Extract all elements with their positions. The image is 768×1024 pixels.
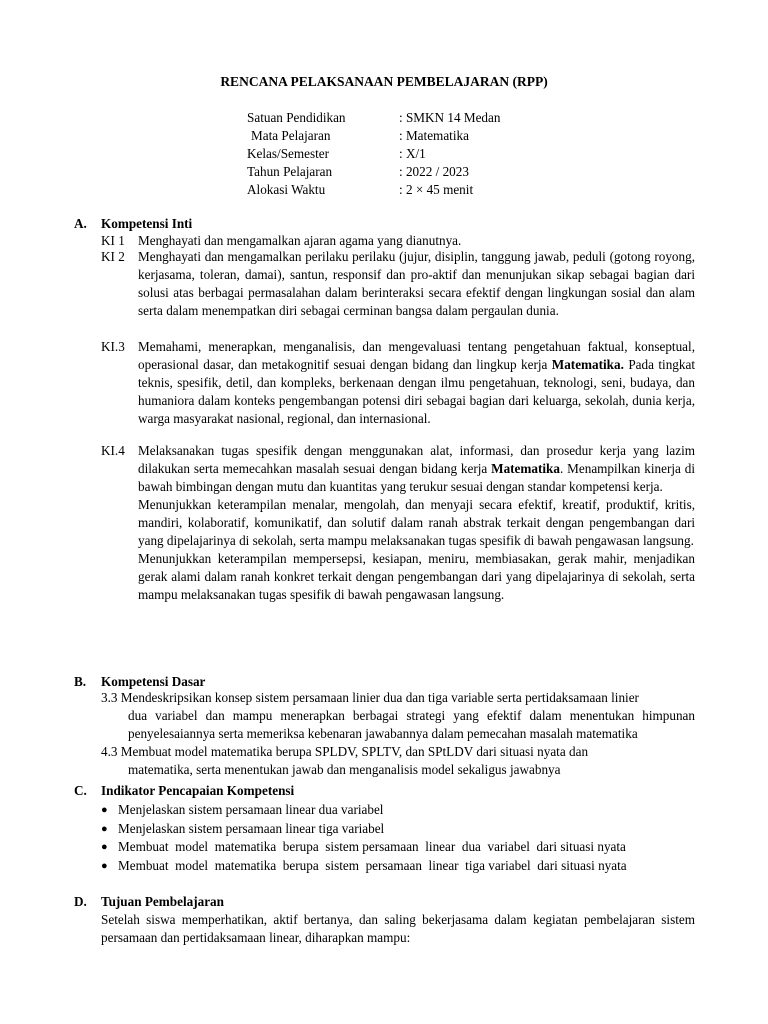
ki-paragraph: Menunjukkan keterampilan menalar, mengolah, dan menyaji secara efektif, kreatif, produktif, kritis, mandiri, kolaboratif, komunikatif, dan solutif dalam ranah abstrak terkait dengan pengembangan dari yang dipelajarinya di sekolah, serta mampu melaksanakan tugas spesifik di bawah pengawasan langsung. (138, 497, 695, 548)
section-title: Kompetensi Inti (101, 216, 193, 231)
section-title: Indikator Pencapaian Kompetensi (101, 783, 295, 798)
bullet-icon: ● (101, 823, 108, 835)
ki-text-part: Melaksanakan tugas spesifik dengan menggunakan alat, informasi, dan prosedur kerja yang lazim dilakukan serta memecahkan masalah sesuai dengan bidang kerja (138, 443, 695, 476)
ki-item (101, 248, 695, 320)
kd-item (101, 743, 695, 779)
ki-text-part: Memahami, menerapkan, menganalisis, dan mengevaluasi tentang pengetahuan faktual, konseptual, operasional dasar, dan metakognitif sesuai dengan bidang dan lingkup kerja (138, 339, 695, 372)
indicator-text: Menjelaskan sistem persamaan linear dua variabel (118, 802, 384, 817)
ki-code: KI 2 (101, 249, 125, 264)
info-label: Alokasi Waktu (247, 182, 326, 197)
ki-text: Menghayati dan mengamalkan perilaku perilaku (jujur, disiplin, tanggung jawab, peduli (gotong royong, kerjasama, toleran, damai), santun, responsif dan pro-aktif dan menunjukan sikap sebagai bagian dari solusi atas berbagai permasalahan dalam berinteraksi secara efektif dengan lingkungan sosial dan alam serta dalam menempatkan diri sebagai cerminan bangsa dalam pergaulan dunia. (138, 249, 695, 318)
indicator-text: Membuat model matematika berupa sistem persamaan linear tiga variabel dari situasi nyata (118, 858, 627, 873)
section-c-heading (74, 782, 294, 800)
bullet-icon: ● (101, 804, 108, 816)
ki-item (101, 338, 695, 428)
section-letter: D. (74, 894, 87, 909)
ki-paragraph: Menunjukkan keterampilan mempersepsi, kesiapan, meniru, membiasakan, gerak mahir, menjadikan gerak alami dalam ranah konkret terkait dengan pengembangan dari yang dipelajarinya di sekolah, serta mampu melaksanakan tugas spesifik di bawah pengawasan langsung. (138, 551, 695, 602)
kd-rest: matematika, serta menentukan jawab dan menganalisis model sekaligus jawabnya (128, 762, 561, 777)
section-title: Tujuan Pembelajaran (101, 894, 224, 909)
ki-item (101, 442, 695, 604)
ki-text-part: . Menampilkan kinerja di bawah bimbingan dengan mutu dan kuantitas yang terukur sesuai dengan standar kompetensi kerja. (138, 461, 695, 494)
ki-text-part: Pada tingkat teknis, spesifik, detil, dan kompleks, berkenaan dengan ilmu pengetahuan, teknologi, seni, budaya, dan humaniora dalam konteks pengembangan potensi diri sebagai bagian dari keluarga, sekolah, dunia kerja, warga masyarakat nasional, regional, dan internasional. (138, 357, 695, 426)
ki-text (138, 338, 695, 428)
indicator-item (101, 801, 695, 819)
kd-item (101, 689, 695, 743)
ki-code: KI 1 (101, 233, 125, 248)
bullet-icon: ● (101, 841, 108, 853)
ki-paragraph (138, 442, 695, 496)
section-letter: B. (74, 674, 87, 689)
kd-rest: dua variabel dan mampu menerapkan berbagai strategi yang efektif dalam menentukan himpunan penyelesaiannya serta memeriksa kebenaran jawabannya dalam pemecahan masalah matematika (128, 708, 695, 741)
section-d-heading (74, 893, 224, 911)
section-a-heading (74, 215, 192, 233)
info-row (247, 109, 500, 127)
document-title: RENCANA PELAKSANAAN PEMBELAJARAN (RPP) (220, 74, 548, 89)
info-row (247, 181, 500, 199)
ki-text-bold: Matematika (491, 461, 560, 476)
section-title: Kompetensi Dasar (101, 674, 206, 689)
indicator-text: Menjelaskan sistem persamaan linear tiga variabel (118, 821, 385, 836)
section-letter: C. (74, 783, 87, 798)
section-d-text: Setelah siswa memperhatikan, aktif bertanya, dan saling bekerjasama dalam kegiatan pembelajaran sistem persamaan dan pertidaksamaan linear, diharapkan mampu: (101, 912, 695, 945)
section-letter: A. (74, 216, 87, 231)
ki-text (138, 442, 695, 604)
kd-first-line: 4.3 Membuat model matematika berupa SPLDV, SPLTV, dan SPtLDV dari situasi nyata dan (101, 744, 589, 759)
kd-first-line: 3.3 Mendeskripsikan konsep sistem persamaan linier dua dan tiga variable serta pertidaksamaan linier (101, 690, 639, 705)
info-label: Satuan Pendidikan (247, 110, 346, 125)
info-value: : 2 × 45 menit (399, 182, 474, 197)
ki-text-bold: Matematika. (551, 357, 624, 372)
info-label: Tahun Pelajaran (247, 164, 333, 179)
indicator-item (101, 838, 695, 856)
bullet-icon: ● (101, 860, 108, 872)
ki-text: Menghayati dan mengamalkan ajaran agama yang dianutnya. (138, 233, 462, 248)
info-block (247, 109, 500, 199)
indicator-text: Membuat model matematika berupa sistem persamaan linear dua variabel dari situasi nyata (118, 839, 626, 854)
info-label: Mata Pelajaran (251, 128, 331, 143)
info-row (247, 145, 500, 163)
info-row (247, 127, 500, 145)
indicator-item (101, 820, 695, 838)
info-value: : X/1 (399, 146, 426, 161)
info-row (247, 163, 500, 181)
ki-code: KI.3 (101, 339, 125, 354)
indicator-item (101, 857, 695, 875)
info-value: : Matematika (399, 128, 469, 143)
info-value: : SMKN 14 Medan (399, 110, 501, 125)
info-value: : 2022 / 2023 (399, 164, 469, 179)
ki-code: KI.4 (101, 443, 125, 458)
info-label: Kelas/Semester (247, 146, 330, 161)
